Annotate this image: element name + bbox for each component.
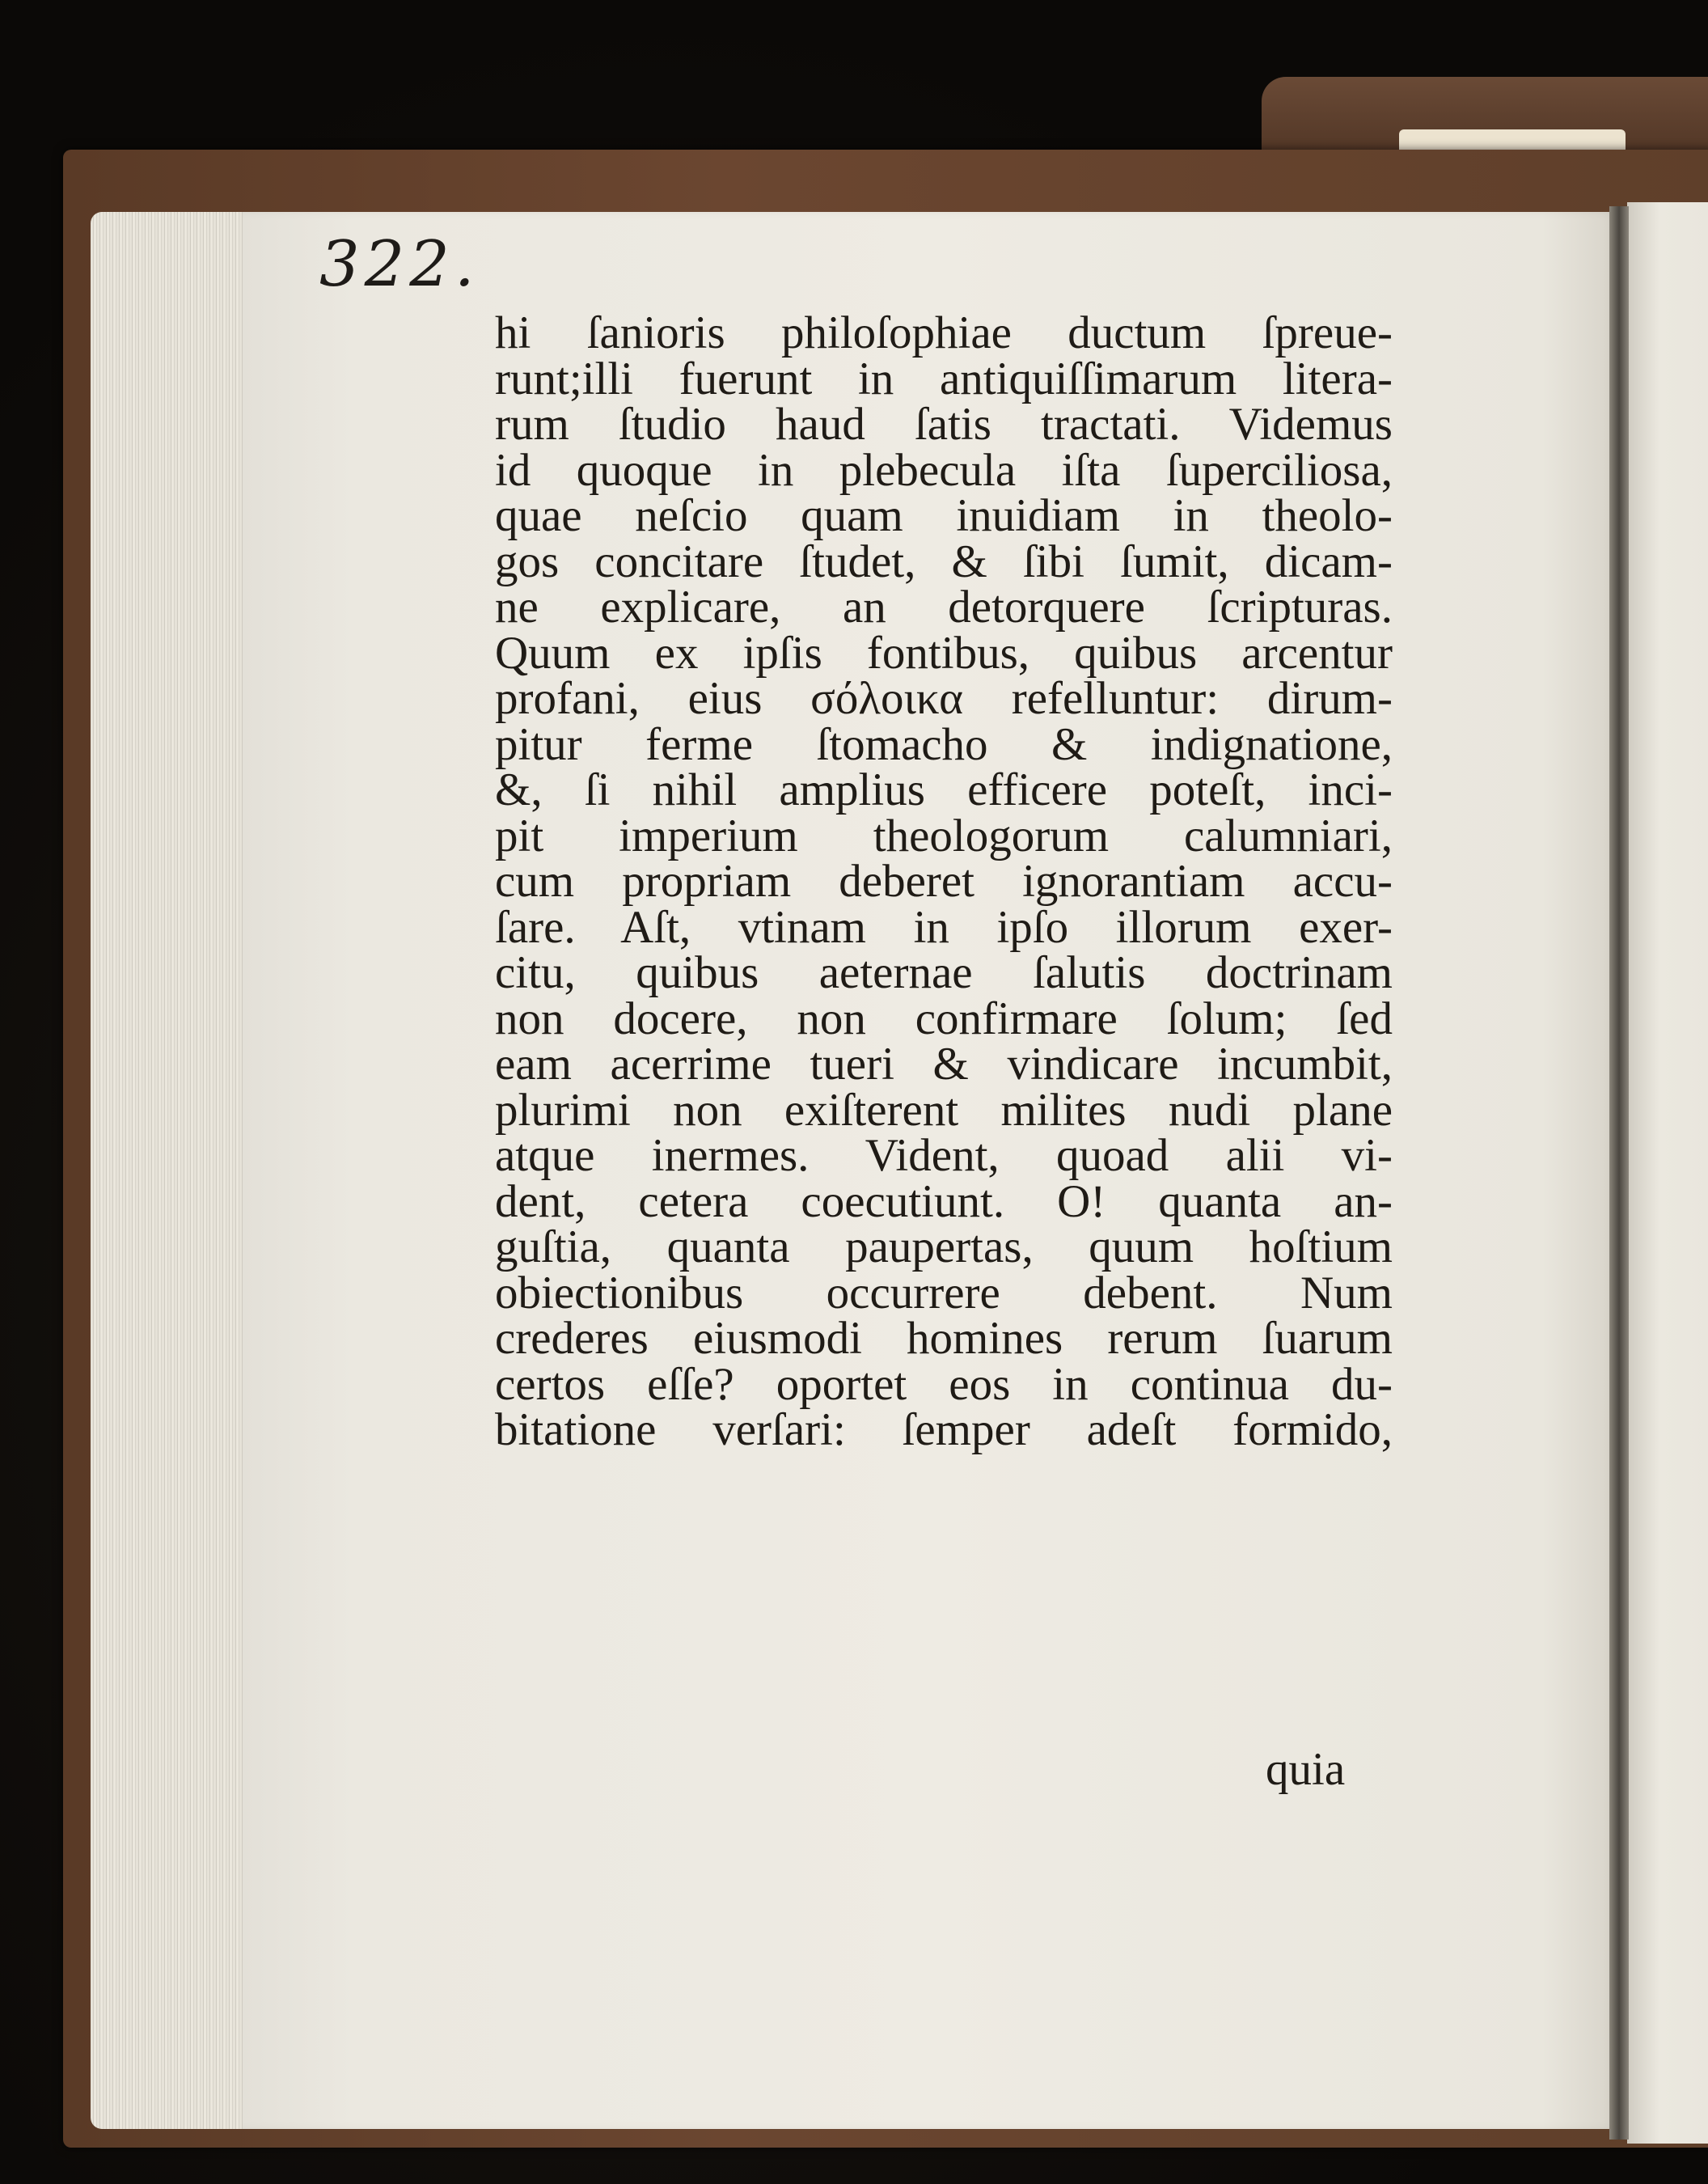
text-line: &, ſi nihil amplius efficere poteſt, inci-	[495, 764, 1393, 815]
text-line: dent, cetera coecutiunt. O! quanta an-	[495, 1175, 1393, 1227]
page-number: 322.	[319, 228, 480, 301]
text-line: runt;illi fuerunt in antiquiſſimarum litera-	[495, 353, 1393, 404]
catchword: quia	[1266, 1744, 1346, 1795]
text-line: ne explicare, an detorquere ſcripturas.	[495, 582, 1393, 633]
text-line: guſtia, quanta paupertas, quum hoſtium	[495, 1221, 1393, 1272]
body-text	[495, 307, 1393, 1455]
text-line: quae neſcio quam inuidiam in theolo-	[495, 490, 1393, 541]
book-gutter	[1609, 206, 1629, 2140]
text-line: crederes eiusmodi homines rerum ſuarum	[495, 1313, 1393, 1364]
right-page	[1627, 202, 1708, 2144]
text-line: plurimi non exiſterent milites nudi plane	[495, 1084, 1393, 1136]
text-line: bitatione verſari: ſemper adeſt formido,	[495, 1404, 1393, 1455]
text-line: profani, eius σόλοικα refelluntur: dirum-	[495, 673, 1393, 724]
text-line: rum ſtudio haud ſatis tractati. Videmus	[495, 399, 1393, 450]
text-line: citu, quibus aeternae ſalutis doctrinam	[495, 947, 1393, 998]
text-line: pit imperium theologorum calumniari,	[495, 810, 1393, 861]
text-line: id quoque in plebecula iſta ſuperciliosa,	[495, 444, 1393, 496]
text-line: gos concitare ſtudet, & ſibi ſumit, dicam-	[495, 535, 1393, 587]
text-line: atque inermes. Vident, quoad alii vi-	[495, 1130, 1393, 1181]
text-line: eam acerrime tueri & vindicare incumbit,	[495, 1039, 1393, 1090]
text-line: Quum ex ipſis fontibus, quibus arcentur	[495, 627, 1393, 679]
text-line: ſare. Aſt, vtinam in ipſo illorum exer-	[495, 901, 1393, 953]
text-line: cum propriam deberet ignorantiam accu-	[495, 856, 1393, 907]
text-line: obiectionibus occurrere debent. Num	[495, 1267, 1393, 1318]
text-line: non docere, non confirmare ſolum; ſed	[495, 993, 1393, 1044]
text-line: hi ſanioris philoſophiae ductum ſpreue-	[495, 307, 1393, 358]
text-line: certos eſſe? oportet eos in continua du-	[495, 1358, 1393, 1410]
text-line: pitur ferme ſtomacho & indignatione,	[495, 718, 1393, 770]
